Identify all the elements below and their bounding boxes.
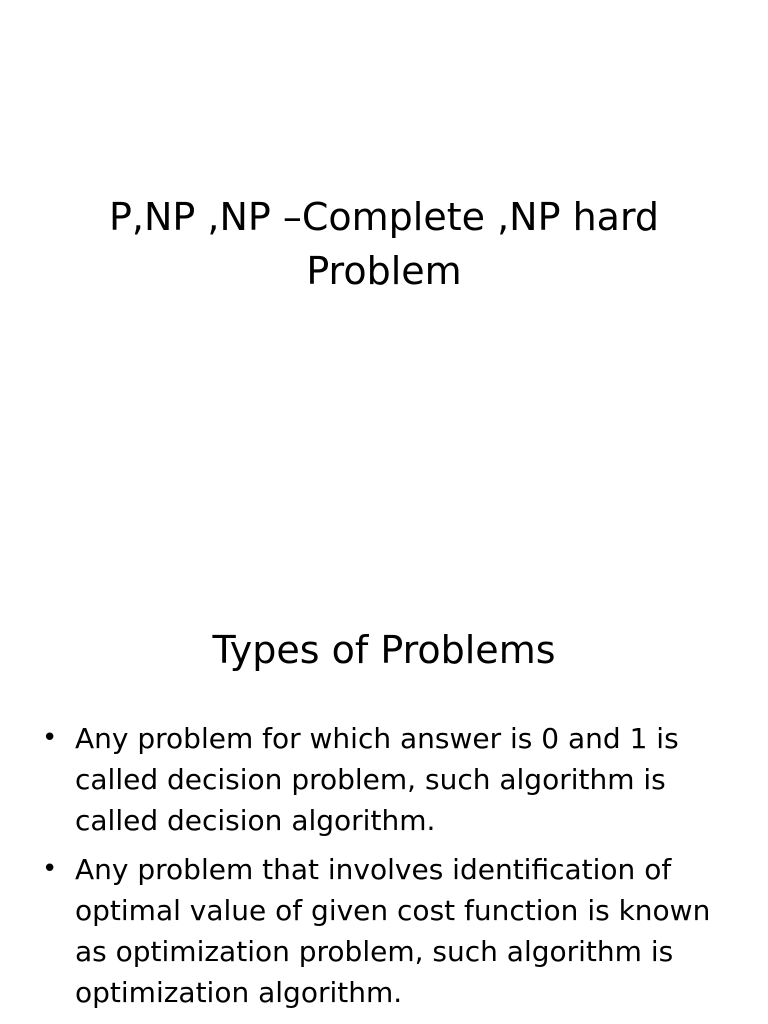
slide-title-heading bbox=[60, 190, 708, 298]
bullet-text: Any problem for which answer is 0 and 1 is called decision problem, such algorithm is called decision algorithm. bbox=[75, 722, 679, 837]
bullet-text: Any problem that involves identification of optimal value of given cost function is known as optimization problem, such algorithm is optimization algorithm. bbox=[75, 853, 711, 1009]
bullet-icon: • bbox=[42, 723, 58, 753]
bullet-list bbox=[38, 718, 718, 1021]
bullet-item bbox=[38, 718, 718, 841]
slide-types-of-problems bbox=[0, 576, 768, 1024]
bullet-item bbox=[38, 849, 718, 1013]
bullet-icon: • bbox=[42, 854, 58, 884]
title-line-1: P,NP ,NP –Complete ,NP hard bbox=[108, 195, 660, 239]
title-line-2: Problem bbox=[306, 249, 462, 293]
slide-heading: Types of Problems bbox=[212, 628, 556, 672]
